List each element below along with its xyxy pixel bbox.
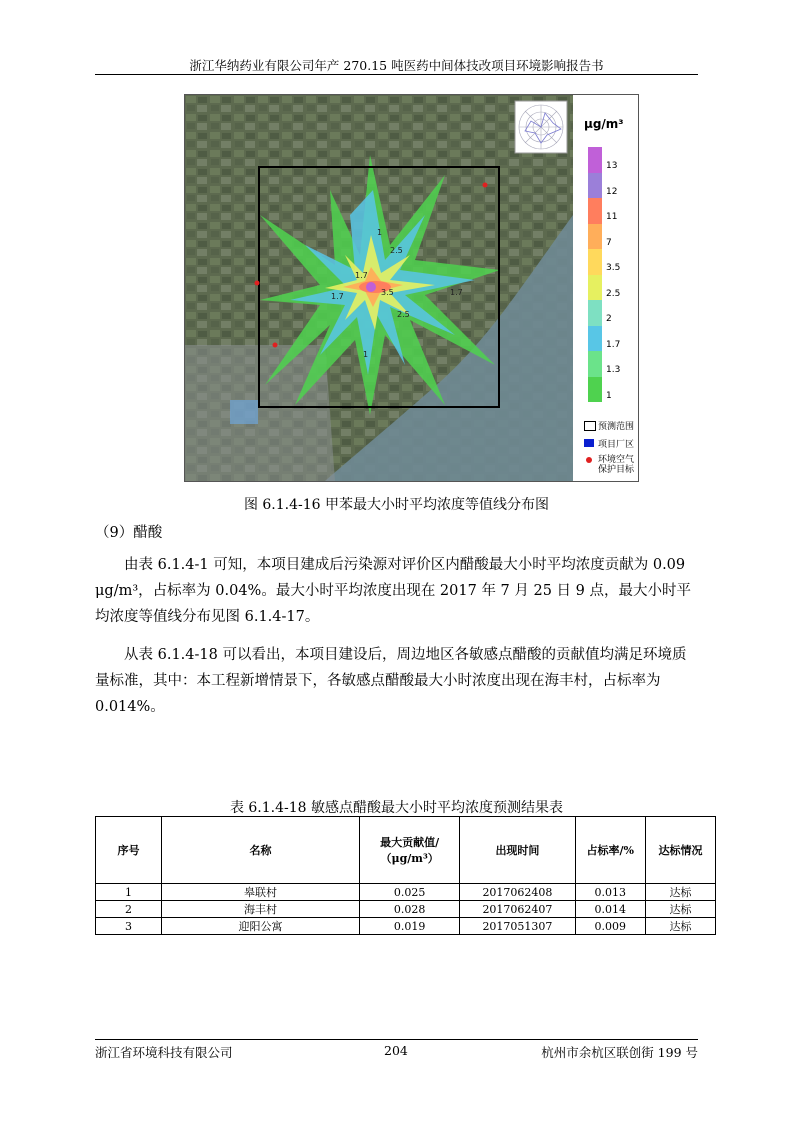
table-cell: 0.013 [575,884,645,901]
legend-swatch [588,198,602,224]
legend-key-site: 项目厂区 [586,437,634,450]
table-cell: 1 [96,884,162,901]
water-treatment-blue [230,400,258,424]
table-header-row [96,817,716,884]
table-cell: 0.014 [575,901,645,918]
col-header: 名称 [162,817,360,884]
contour-label: 2.5 [397,310,410,319]
legend-swatch [588,300,602,326]
header-divider [95,74,698,75]
col-header: 占标率/% [575,817,645,884]
legend-tick-label: 2 [606,314,612,324]
contour-figure [184,94,639,482]
table-cell: 皋联村 [162,884,360,901]
table-cell: 2017062407 [460,901,575,918]
legend-key-target: 环境空气保护目标 [586,455,634,475]
col-header: 达标情况 [645,817,715,884]
legend-tick-label: 7 [606,237,612,248]
legend-key-range: 预测范围 [586,419,634,432]
legend-swatch [588,147,602,173]
table-cell: 达标 [645,884,715,901]
range-box-swatch [584,421,596,431]
figure-caption: 图 6.1.4-16 甲苯最大小时平均浓度等值线分布图 [243,497,550,513]
footer-address: 杭州市余杭区联创街 199 号 [541,1045,698,1060]
legend-swatch [588,224,602,250]
page-number: 204 [384,1043,408,1058]
legend-swatch [588,173,602,199]
legend-swatch [588,351,602,377]
legend-swatch [588,326,602,352]
contour-label: 1.7 [355,271,368,280]
page-header: 浙江华纳药业有限公司年产 270.15 吨医药中间体技改项目环境影响报告书 [189,58,604,73]
contour-label: 1 [363,350,369,359]
legend-tick-label: 2.5 [606,288,621,299]
table-row [96,901,716,918]
table-cell: 达标 [645,901,715,918]
target-dot-icon [586,457,592,463]
table-cell: 0.019 [360,918,460,935]
protection-target-marker [483,183,488,188]
col-header: 最大贡献值/（μg/m³） [360,817,460,884]
table-row [96,918,716,935]
contour-label: 1.7 [331,292,344,301]
table-cell: 达标 [645,918,715,935]
contour-label: 3.5 [381,288,394,297]
legend-swatch [588,377,602,403]
table-cell: 2 [96,901,162,918]
legend-tick-label: 11 [606,212,618,222]
table-row [96,884,716,901]
table-cell: 2017062408 [460,884,575,901]
col-header: 序号 [96,817,162,884]
peak-point [366,282,376,292]
legend-tick-label: 13 [606,161,618,171]
legend-tick-label: 12 [606,186,618,197]
contour-label: 2.5 [390,246,403,255]
results-table [95,816,716,935]
legend-tick-label: 1 [606,390,612,401]
legend-panel [574,95,638,481]
section-heading: （9）醋酸 [95,525,163,541]
footer-divider [95,1039,698,1040]
protection-target-marker [255,281,260,286]
table-cell: 迎阳公寓 [162,918,360,935]
table-title: 表 6.1.4-18 敏感点醋酸最大小时平均浓度预测结果表 [229,800,564,816]
table-cell: 0.009 [575,918,645,935]
wind-rose [519,105,563,149]
col-header: 出现时间 [460,817,575,884]
footer-company: 浙江省环境科技有限公司 [95,1045,233,1060]
table-cell: 海丰村 [162,901,360,918]
legend-swatch [588,249,602,275]
contour-label: 1.7 [450,288,463,297]
table-cell: 2017051307 [460,918,575,935]
legend-unit: μg/m³ [584,117,624,131]
contour-label: 1 [377,228,383,237]
contour-map [185,95,573,481]
legend-tick-label: 1.3 [606,365,621,375]
legend-swatch [588,275,602,301]
table-cell: 3 [96,918,162,935]
table-cell: 0.025 [360,884,460,901]
paragraph: 从表 6.1.4-18 可以看出，本项目建设后，周边地区各敏感点醋酸的贡献值均满足环境质量标准，其中：本工程新增情景下，各敏感点醋酸最大小时浓度出现在海丰村，占标率为 0.014%。 [95,647,687,715]
legend-tick-label: 3.5 [606,263,621,273]
protection-target-marker [273,343,278,348]
legend-tick-label: 1.7 [606,339,621,350]
table-cell: 0.028 [360,901,460,918]
paragraph: 由表 6.1.4-1 可知，本项目建成后污染源对评价区内醋酸最大小时平均浓度贡献为 0.09 μg/m³，占标率为 0.04%。最大小时平均浓度出现在 2017 年 7 月 25 日 9 点，最大小时平均浓度等值线分布见图 6.1.4-17。 [95,557,691,625]
site-swatch [584,439,594,447]
